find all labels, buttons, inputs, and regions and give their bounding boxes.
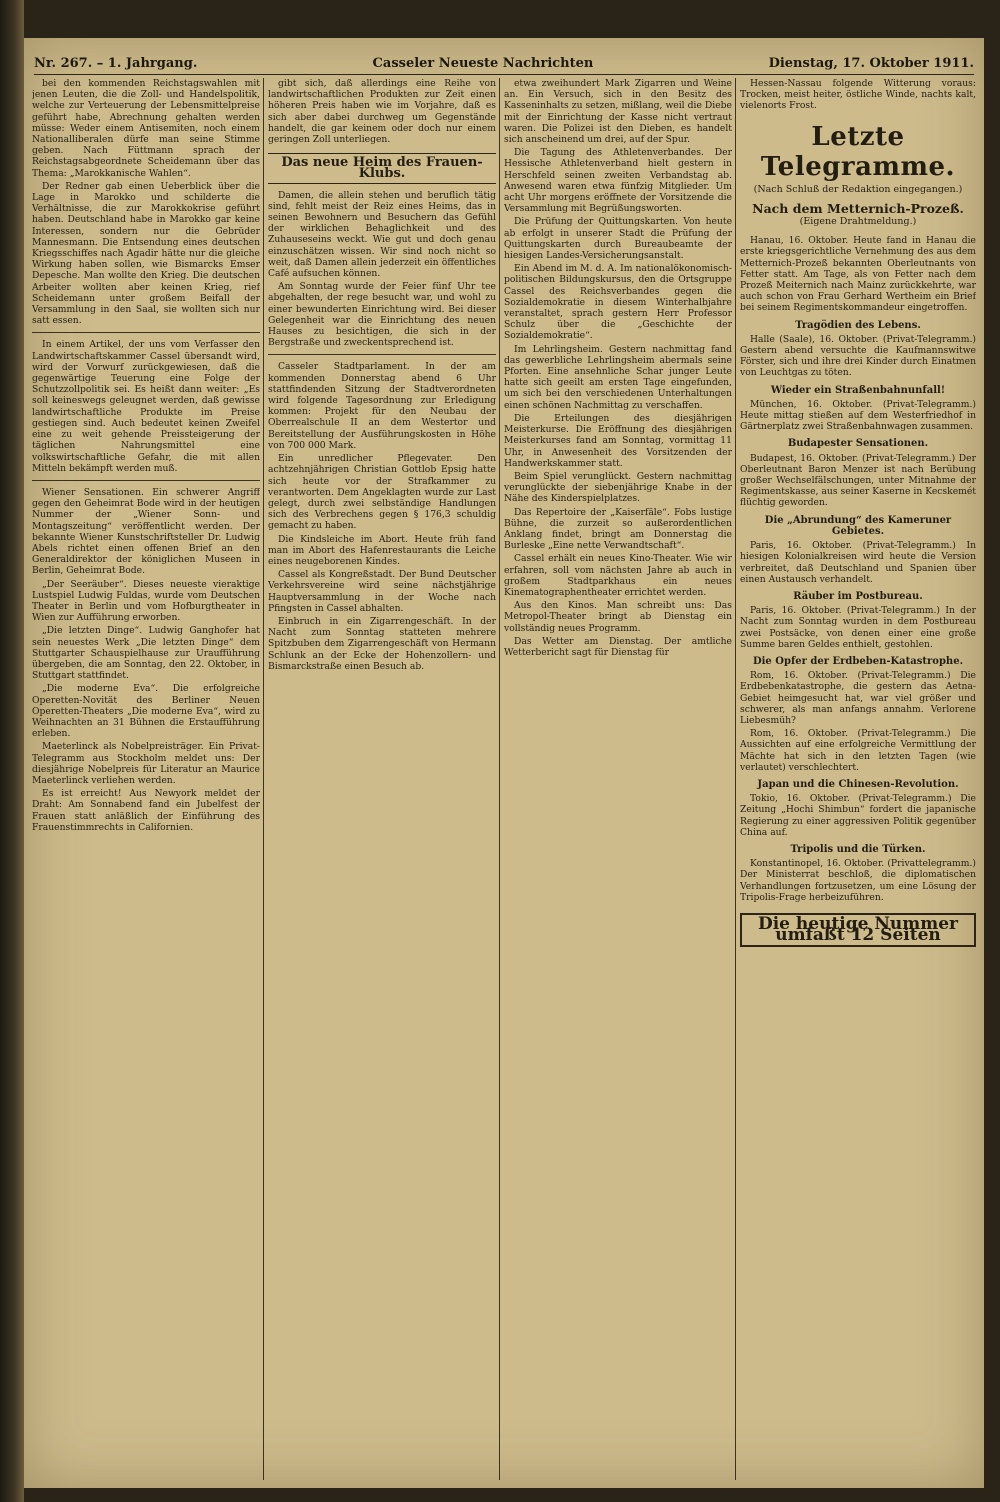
article-paragraph: Ein unredlicher Pflegevater. Den achtzehnjährigen Christian Gottlob Epsig hatte sich heute vor der Strafkammer zu verantworten. Dem Angeklagten wurde zur Last gelegt, durch zwei selbständige Handlungen sich des Verbrechens gegen § 176,3 schuldig gemacht zu haben. [268, 453, 496, 532]
article-paragraph: Das Wetter am Dienstag. Der amtliche Wetterbericht sagt für Dienstag für [504, 635, 732, 658]
telegrams-subtitle: (Nach Schluß der Redaktion eingegangen.) [753, 183, 963, 195]
newspaper-page [24, 38, 984, 1488]
column-rule [263, 78, 264, 1480]
article-paragraph: Hessen-Nassau folgende Witterung voraus: Trocken, meist heiter, östliche Winde, nachts kalt, vielenorts Frost. [740, 78, 976, 112]
article-paragraph: Damen, die allein stehen und beruflich tätig sind, fehlt meist der Reiz eines Heims, das in seinen Bewohnern und Besuchern das Gefühl der wirklichen Behaglichkeit und des Zuhauseseins weckt. Wie gut und doch genau einzuschätzen wissen. Wir sind noch nicht so weit, daß Damen allein jederzeit ein öffentliches Café aufsuchen können. [268, 189, 496, 280]
newspaper-name: Casseler Neueste Nachrichten [372, 55, 594, 71]
article-paragraph: Aus den Kinos. Man schreibt uns: Das Metropol-Theater bringt ab Dienstag ein vollständig neues Programm. [504, 600, 732, 634]
telegram-paragraph: Budapest, 16. Oktober. (Privat-Telegramm.) Der Oberleutnant Baron Menzer ist nach Berübung großer Wechselfälschungen, unter Mitnahme der Regimentskasse, aus seiner Kaserne in Kecskemét flüchtig geworden. [740, 452, 976, 509]
article-paragraph: Maeterlinck als Nobelpreisträger. Ein Privat-Telegramm aus Stockholm meldet uns: Der diesjährige Nobelpreis für Literatur an Maurice Maeterlinck verliehen werden. [32, 741, 260, 786]
section-subheading: (Eigene Drahtmeldung.) [799, 216, 917, 228]
telegram-paragraph: München, 16. Oktober. (Privat-Telegramm.) Heute mittag stießen auf dem Westerfriedhof in Gärtnerplatz zwei Straßenbahnwagen zusammen. [740, 398, 976, 433]
article-paragraph: Wiener Sensationen. Ein schwerer Angriff gegen den Geheimrat Bode wird in der heutigen Nummer der „Wiener Sonn- und Montagszeitung“ veröffentlicht werden. Der bekannte Wiener Kunstschriftsteller Dr. Ludwig Abels richtet einen offenen Brief an den Generaldirektor der königlichen Museen in Berlin, Geheimrat Bode. [32, 486, 260, 577]
article-paragraph: „Der Seeräuber“. Dieses neueste vieraktige Lustspiel Ludwig Fuldas, wurde vom Deutschen Theater in Berlin und vom Hofburgtheater in Wien zur Aufführung erworben. [32, 578, 260, 624]
section-heading: Wieder ein Straßenbahnunfall! [770, 384, 946, 396]
section-heading: Tragödien des Lebens. [795, 319, 921, 331]
section-heading: Die „Abrundung“ des Kameruner Gebietes. [764, 514, 952, 537]
divider [32, 332, 260, 333]
issue-number: Nr. 267. – 1. Jahrgang. [34, 55, 198, 71]
telegram-paragraph: Rom, 16. Oktober. (Privat-Telegramm.) Die Aussichten auf eine erfolgreiche Vermittlung der Mächte hat sich in den letzten Tagen (wie verlautet) verschlechtert. [740, 728, 976, 773]
article-paragraph: Einbruch in ein Zigarrengeschäft. In der Nacht zum Sonntag statteten mehrere Spitzbuben dem Zigarrengeschäft von Hermann Schlunk an der Ecke der Hohenzollern- und Bismarckstraße einen Besuch ab. [268, 615, 496, 672]
telegrams-title: Letzte Telegramme. [760, 121, 956, 182]
article-paragraph: Casseler Stadtparlament. In der am kommenden Donnerstag abend 6 Uhr stattfindenden Sitzung der Stadtverordneten wird folgende Tagesordnung zur Erledigung kommen: Projekt für den Neubau der Oberrealschule II an dem Westertor und Bereitstellung der Ausführungskosten in Höhe von 700 000 Mark. [268, 361, 496, 451]
column-rule [499, 78, 500, 1480]
issue-date: Dienstag, 17. Oktober 1911. [768, 55, 974, 71]
article-paragraph: Beim Spiel verunglückt. Gestern nachmittag verunglückte der siebenjährige Knabe in der Nähe des Kinderspielplatzes. [504, 470, 732, 505]
article-paragraph: bei den kommenden Reichstagswahlen mit jenen Leuten, die die Zoll- und Handelspolitik, welche zur Verteuerung der Lebensmittelpreise geführt habe, Abrechnung gehalten werden müsse: Weder einem Antisemiten, noch einem Nationalliberalen dürfe man seine Stimme geben. Nach Füttmann sprach der Reichstagsabgeordnete Scheidemann über das Thema: „Marokkanische Wahlen“. [32, 78, 260, 179]
columns [32, 78, 976, 1480]
article-paragraph: „Die letzten Dinge“. Ludwig Ganghofer hat sein neuestes Werk „Die letzten Dinge“ dem Stuttgarter Schauspielhause zur Uraufführung übergeben, die am Sonntag, den 22. Oktober, in Stuttgart stattfindet. [32, 625, 260, 682]
page-count-box: Die heutige Nummer umfaßt 12 Seiten [740, 913, 976, 947]
article-paragraph: Die Erteilungen des diesjährigen Meisterkurse. Die Eröffnung des diesjährigen Meisterkurses fand am Sonntag, vormittag 11 Uhr, in Anwesenheit des Vorsitzenden der Handwerkskammer statt. [504, 412, 732, 469]
article-paragraph: gibt sich, daß allerdings eine Reihe von landwirtschaftlichen Produkten zur Zeit einen höheren Preis haben wie im Vorjahre, daß es sich aber dabei durchweg um Gegenstände handelt, die gar keinem oder doch nur einem geringen Zoll unterliegen. [268, 78, 496, 146]
telegram-paragraph: Halle (Saale), 16. Oktober. (Privat-Telegramm.) Gestern abend versuchte die Kaufmannswitwe Förster, sich und ihre drei Kinder durch Einatmen von Leuchtgas zu töten. [740, 333, 976, 379]
section-heading: Budapester Sensationen. [787, 438, 929, 450]
telegram-paragraph: Rom, 16. Oktober. (Privat-Telegramm.) Die Erdbebenkatastrophe, die gestern das Aetna-Gebiet heimgesucht hat, war viel größer und schwerer, als man anfangs annahm. Verlorene Liebesmüh? [740, 670, 976, 726]
column-2 [268, 78, 496, 1480]
article-paragraph: Der Redner gab einen Ueberblick über die Lage in Marokko und schilderte die Verhältnisse, die zur Marokkokrise geführt haben. Deutschland habe in Marokko gar keine Interessen, sondern nur die Gebrüder Mannesmann. Die Entsendung eines deutschen Kriegsschiffes nach Agadir hätte nur die gleiche Wirkung haben sollen, wie Bismarcks Emser Depesche. Man wollte den Krieg. Die deutschen Arbeiter wollten aber keinen Krieg, rief Scheidemann unter großem Beifall der Versammlung in den Saal, sie wollten sich nur satt essen. [32, 180, 260, 327]
article-paragraph: Am Sonntag wurde der Feier fünf Uhr tee abgehalten, der rege besucht war, und wohl zu einer bewunderten Einrichtung wird. Bei dieser Gelegenheit war die Einrichtung des neuen Hauses zu besichtigen, die sich in der Bergstraße und zweckentsprechend ist. [268, 281, 496, 349]
section-heading: Die Opfer der Erdbeben-Katastrophe. [752, 655, 964, 667]
article-paragraph: Im Lehrlingsheim. Gestern nachmittag fand das gewerbliche Lehrlingsheim abermals seine Pforten. Eine ansehnliche Schar junger Leute hatte sich geeilt am ersten Tage eingefunden, um sich bei den verschiedenen Unterhaltungen einen schönen Nachmittag zu verschaffen. [504, 343, 732, 411]
article-title: Das neue Heim des Frauen-Klubs. [268, 153, 496, 183]
column-1 [32, 78, 260, 1480]
column-4 [740, 78, 976, 1480]
telegram-paragraph: Hanau, 16. Oktober. Heute fand in Hanau die erste kriegsgerichtliche Vernehmung des aus dem Metternich-Prozeß bekannten Oberleutnants von Fetter statt. Am Tage, als von Fetter nach dem Prozeß Meiternich nach Mainz zurückkehrte, war auch schon von Frau Gerhard Wertheim ein Brief bei seinem Regimentskommandeur eingetroffen. [740, 235, 976, 314]
article-paragraph: etwa zweihundert Mark Zigarren und Weine an. Ein Versuch, sich in den Besitz des Kasseninhalts zu setzen, mißlang, weil die Diebe mit der Einrichtung der Kasse nicht vertraut waren. Die Polizei ist den Dieben, es handelt sich anscheinend um drei, auf der Spur. [504, 78, 732, 146]
divider [32, 480, 260, 481]
telegram-paragraph: Paris, 16. Oktober. (Privat-Telegramm.) In hiesigen Kolonialkreisen wird heute die Version verbreitet, daß Deutschland und Spanien über einen Austausch verhandelt. [740, 540, 976, 585]
article-paragraph: Cassel als Kongreßstadt. Der Bund Deutscher Verkehrsvereine wird seine nächstjährige Hauptversammlung in der Woche nach Pfingsten in Cassel abhalten. [268, 569, 496, 614]
article-paragraph: Das Repertoire der „Kaiserfäle“. Fobs lustige Bühne, die zurzeit so außerordentlichen Anklang findet, bringt am Donnerstag die Burleske „Eine nette Verwandtschaft“. [504, 506, 732, 552]
section-heading: Tripolis und die Türken. [790, 843, 926, 855]
telegram-paragraph: Paris, 16. Oktober. (Privat-Telegramm.) In der Nacht zum Sonntag wurden in dem Postbureau zwei Postsäcke, von denen einer eine große Summe baren Geldes enthielt, gestohlen. [740, 605, 976, 650]
column-rule [735, 78, 736, 1480]
section-heading: Räuber im Postbureau. [793, 590, 923, 602]
article-paragraph: Es ist erreicht! Aus Newyork meldet der Draht: Am Sonnabend fand ein Jubelfest der Frauen statt anläßlich der Einführung des Frauenstimmrechts in Californien. [32, 788, 260, 833]
article-paragraph: Cassel erhält ein neues Kino-Theater. Wie wir erfahren, soll vom nächsten Jahre ab auch in großem Stadtparkhaus ein neues Kinematographentheater errichtet werden. [504, 553, 732, 598]
article-paragraph: Die Tagung des Athletenverbandes. Der Hessische Athletenverband hielt gestern in Herschfeld seinen zweiten Verbandstag ab. Anwesend waren etwa fünfzig Mitglieder. Um acht Uhr morgens eröffnete der Vorsitzende die Versammlung mit Begrüßungsworten. [504, 147, 732, 215]
book-binding [0, 0, 24, 1502]
telegram-paragraph: Konstantinopel, 16. Oktober. (Privattelegramm.) Der Ministerrat beschloß, die diplomatischen Verhandlungen fortzusetzen, um eine Lösung der Tripolis-Frage herbeizuführen. [740, 858, 976, 903]
article-paragraph: Die Kindsleiche im Abort. Heute früh fand man im Abort des Hafenrestaurants die Leiche eines neugeborenen Kindes. [268, 533, 496, 567]
page-header [34, 52, 974, 75]
article-paragraph: Die Prüfung der Quittungskarten. Von heute ab erfolgt in unserer Stadt die Prüfung der Quittungskarten durch Bureaubeamte der hiesigen Landes-Versicherungsanstalt. [504, 216, 732, 262]
section-heading: Japan und die Chinesen-Revolution. [757, 778, 959, 790]
section-heading: Nach dem Metternich-Prozeß. [752, 200, 964, 216]
article-paragraph: Ein Abend im M. d. A. Im nationalökonomisch-politischen Bildungskursus, den die Ortsgruppe Cassel des Reichsverbandes gegen die Sozialdemokratie in diesem Winterhalbjahre veranstaltet, sprach gestern Herr Professor Schulz über die „Geschichte der Sozialdemokratie“. [504, 263, 732, 342]
telegram-paragraph: Tokio, 16. Oktober. (Privat-Telegramm.) Die Zeitung „Hochi Shimbun“ fordert die japanische Regierung zu einer aggressiven Politik gegenüber China auf. [740, 793, 976, 838]
article-paragraph: „Die moderne Eva“. Die erfolgreiche Operetten-Novität des Berliner Neuen Operetten-Theaters „Die moderne Eva“, wird zu Weihnachten an 31 Bühnen die Erstaufführung erleben. [32, 683, 260, 740]
column-3 [504, 78, 732, 1480]
divider [268, 354, 496, 355]
article-paragraph: In einem Artikel, der uns vom Verfasser den Landwirtschaftskammer Cassel übersandt wird, wird der Vorwurf zurückgewiesen, daß die gegenwärtige Teuerung eine Folge der Schutzzollpolitik sei. Es heißt dann weiter: „Es soll keineswegs geleugnet werden, daß gewisse landwirtschaftliche Produkte im Preise gestiegen sind. Auch bedeutet keinen Zweifel eine zu weit gehende Preissteigerung der täglichen Nahrungsmittel eine volkswirtschaftliche Gefahr, die mit allen Mitteln bekämpft werden muß. [32, 339, 260, 474]
